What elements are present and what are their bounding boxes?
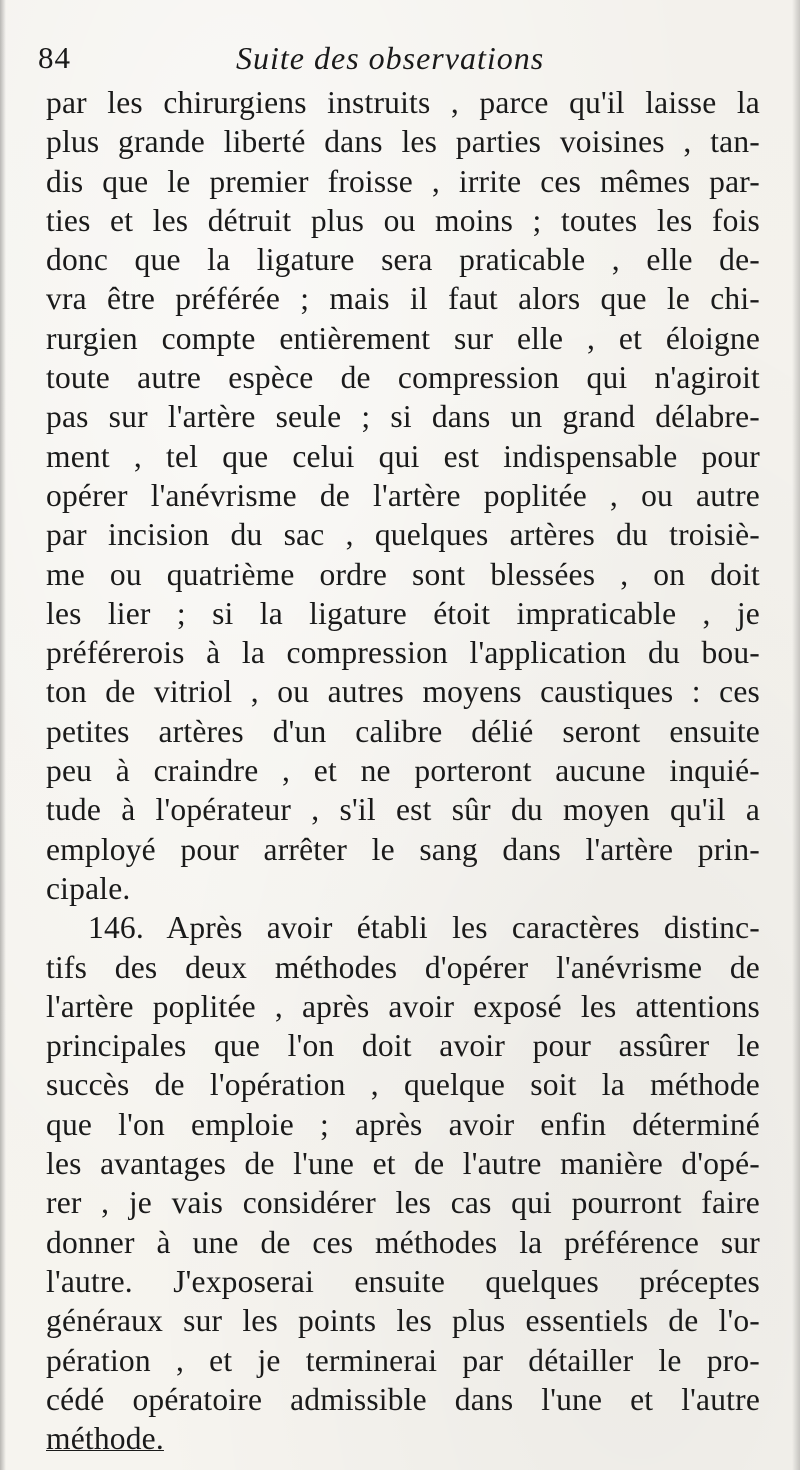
text-line: ton de vitriol , ou autres moyens caustiques : ces xyxy=(46,674,760,710)
text-line: 146. Après avoir établi les caractères distinc- xyxy=(88,910,760,946)
text-line: par les chirurgiens instruits , parce qu'il laisse la xyxy=(46,85,760,120)
text-line: par incision du sac , quelques artères du troisiè- xyxy=(46,517,760,553)
text-line: l'autre. J'exposerai ensuite quelques préceptes xyxy=(46,1263,760,1299)
page-right-shadow xyxy=(792,0,800,1470)
text-line: donner à une de ces méthodes la préférence sur xyxy=(46,1224,760,1260)
text-line: cipale. xyxy=(46,870,131,906)
page-number: 84 xyxy=(38,40,71,75)
text-line: opérer l'anévrisme de l'artère poplitée , ou autre xyxy=(46,477,760,513)
text-line: petites artères d'un calibre délié seront ensuite xyxy=(46,713,760,749)
text-line: les lier ; si la ligature étoit impraticable , je xyxy=(46,595,760,631)
text-line: peu à craindre , et ne porteront aucune inquié- xyxy=(46,753,760,789)
text-line: ties et les détruit plus ou moins ; toutes les fois xyxy=(46,202,760,238)
body-text xyxy=(46,83,760,1458)
text-line: cédé opératoire admissible dans l'une et l'autre xyxy=(46,1381,760,1417)
text-line: succès de l'opération , quelque soit la méthode xyxy=(46,1067,760,1103)
text-line: tude à l'opérateur , s'il est sûr du moyen qu'il a xyxy=(46,792,760,828)
text-line: pération , et je terminerai par détailler le pro- xyxy=(46,1342,760,1378)
text-line: toute autre espèce de compression qui n'agiroit xyxy=(46,360,760,396)
text-line: plus grande liberté dans les parties voisines , tan- xyxy=(46,124,760,160)
page-header xyxy=(38,40,758,80)
text-line: que l'on emploie ; après avoir enfin déterminé xyxy=(46,1106,760,1142)
text-line: dis que le premier froisse , irrite ces mêmes par- xyxy=(46,163,760,199)
text-line: employé pour arrêter le sang dans l'artère prin- xyxy=(46,831,760,867)
text-line: donc que la ligature sera praticable , elle de- xyxy=(46,242,760,278)
text-line-last xyxy=(46,1419,760,1458)
running-head: Suite des observations xyxy=(236,40,545,76)
text-line: rurgien compte entièrement sur elle , et éloigne xyxy=(46,320,760,356)
text-line: préférerois à la compression l'application du bou- xyxy=(46,635,760,671)
text-line: ment , tel que celui qui est indispensable pour xyxy=(46,438,760,474)
text-line: l'artère poplitée , après avoir exposé les attentions xyxy=(46,988,760,1024)
text-line: me ou quatrième ordre sont blessées , on doit xyxy=(46,556,760,592)
page-left-shadow xyxy=(0,0,6,1470)
text-line: pas sur l'artère seule ; si dans un grand délabre- xyxy=(46,399,760,435)
text-line: les avantages de l'une et de l'autre manière d'opé- xyxy=(46,1146,760,1182)
text-line: généraux sur les points les plus essentiels de l'o- xyxy=(46,1303,760,1339)
text-line: rer , je vais considérer les cas qui pourront faire xyxy=(46,1185,760,1221)
text-line: principales que l'on doit avoir pour assûrer le xyxy=(46,1028,760,1064)
final-word: méthode. xyxy=(46,1421,164,1457)
text-line: tifs des deux méthodes d'opérer l'anévrisme de xyxy=(46,949,760,985)
text-line: vra être préférée ; mais il faut alors que le chi- xyxy=(46,281,760,317)
